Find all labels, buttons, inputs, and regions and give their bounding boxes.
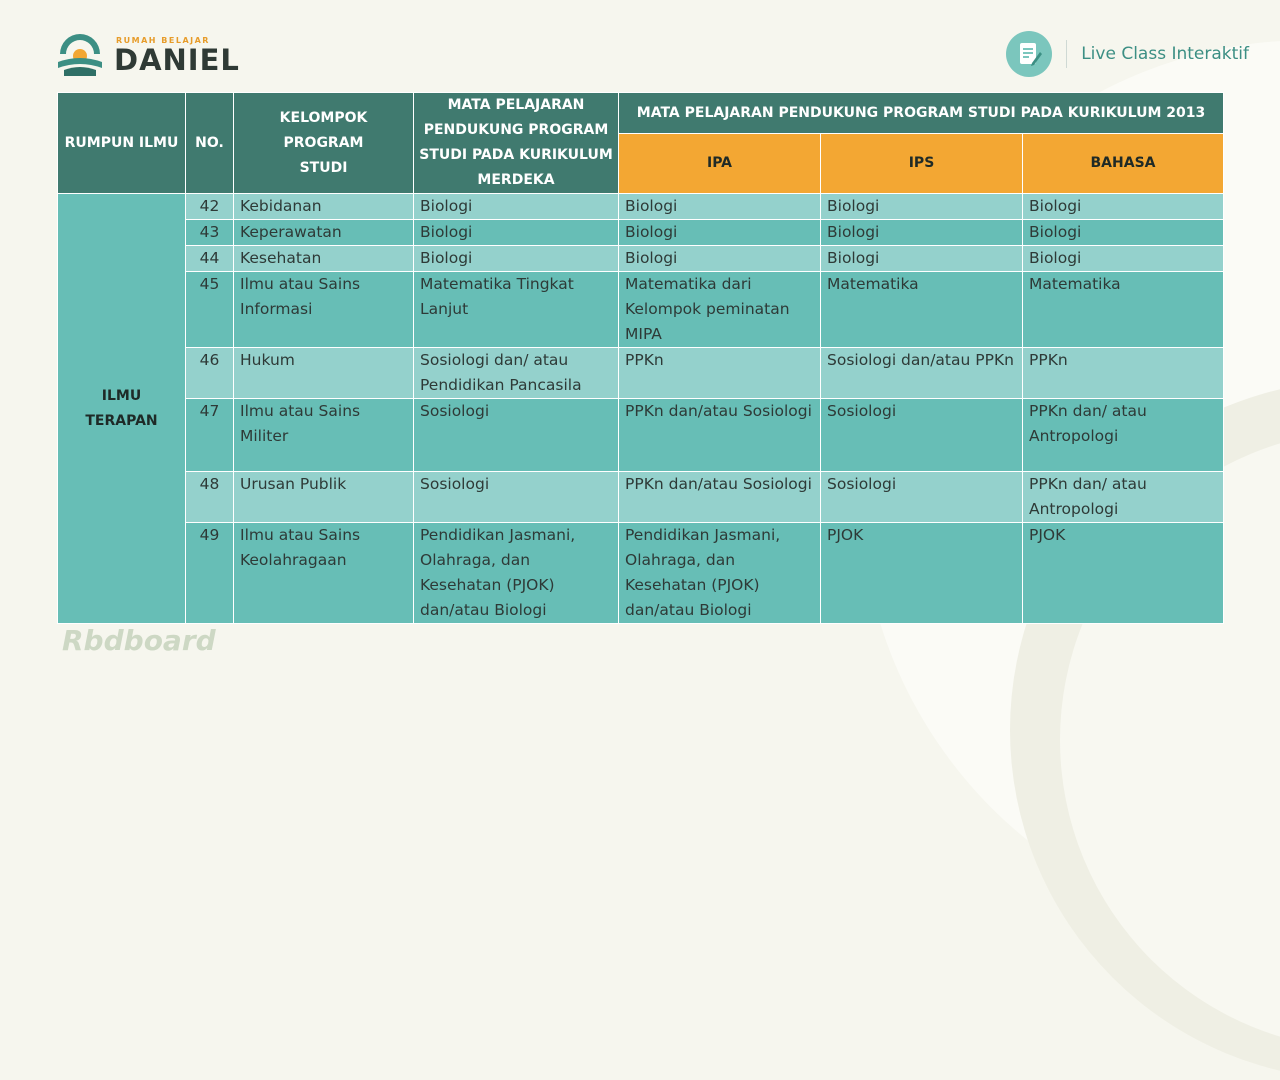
ipa-cell: PPKn	[619, 348, 821, 399]
ips-cell: Biologi	[821, 194, 1023, 220]
table-row	[58, 399, 1224, 472]
header-kurikulum-2013: MATA PELAJARAN PENDUKUNG PROGRAM STUDI PADA KURIKULUM 2013	[619, 93, 1224, 134]
live-class-badge	[1006, 31, 1249, 77]
merdeka-cell: Pendidikan Jasmani, Olahraga, dan Kesehatan (PJOK) dan/atau Biologi	[414, 523, 619, 624]
footer-watermark: Rbdboard	[62, 624, 216, 657]
table-row	[58, 246, 1224, 272]
merdeka-cell: Biologi	[414, 194, 619, 220]
header-ips: IPS	[821, 134, 1023, 194]
table-row	[58, 194, 1224, 220]
kelompok-cell: Keperawatan	[234, 220, 414, 246]
row-number: 46	[186, 348, 234, 399]
kelompok-cell: Ilmu atau Sains Keolahragaan	[234, 523, 414, 624]
kelompok-cell: Kesehatan	[234, 246, 414, 272]
table-row	[58, 523, 1224, 624]
rumpun-ilmu-cell: ILMU TERAPAN	[58, 194, 186, 624]
ipa-cell: PPKn dan/atau Sosiologi	[619, 472, 821, 523]
row-number: 49	[186, 523, 234, 624]
study-program-table	[57, 92, 1224, 624]
ipa-cell: Biologi	[619, 246, 821, 272]
bahasa-cell: Biologi	[1023, 194, 1224, 220]
bahasa-cell: PPKn dan/ atau Antropologi	[1023, 399, 1224, 472]
bahasa-cell: Matematika	[1023, 272, 1224, 348]
ipa-cell: Biologi	[619, 194, 821, 220]
merdeka-cell: Biologi	[414, 220, 619, 246]
merdeka-cell: Sosiologi	[414, 399, 619, 472]
notepad-pen-icon	[1006, 31, 1052, 77]
live-class-label: Live Class Interaktif	[1081, 44, 1249, 64]
header-rumpun-ilmu: RUMPUN ILMU	[58, 93, 186, 194]
row-number: 43	[186, 220, 234, 246]
row-number: 45	[186, 272, 234, 348]
header-kurikulum-merdeka: MATA PELAJARAN PENDUKUNG PROGRAM STUDI PADA KURIKULUM MERDEKA	[414, 93, 619, 194]
brand-tagline: RUMAH BELAJAR	[116, 35, 210, 45]
ipa-cell: Biologi	[619, 220, 821, 246]
table-row	[58, 220, 1224, 246]
ips-cell: Sosiologi	[821, 472, 1023, 523]
row-number: 48	[186, 472, 234, 523]
bahasa-cell: Biologi	[1023, 246, 1224, 272]
header-kelompok-program-studi: KELOMPOK PROGRAM STUDI	[234, 93, 414, 194]
table-row	[58, 348, 1224, 399]
ips-cell: Sosiologi	[821, 399, 1023, 472]
ips-cell: Biologi	[821, 220, 1023, 246]
ips-cell: Matematika	[821, 272, 1023, 348]
header-bahasa: BAHASA	[1023, 134, 1224, 194]
merdeka-cell: Sosiologi	[414, 472, 619, 523]
ips-cell: Biologi	[821, 246, 1023, 272]
bahasa-cell: PPKn	[1023, 348, 1224, 399]
kelompok-cell: Ilmu atau Sains Militer	[234, 399, 414, 472]
ips-cell: Sosiologi dan/atau PPKn	[821, 348, 1023, 399]
row-number: 44	[186, 246, 234, 272]
row-number: 42	[186, 194, 234, 220]
merdeka-cell: Matematika Tingkat Lanjut	[414, 272, 619, 348]
bahasa-cell: PPKn dan/ atau Antropologi	[1023, 472, 1224, 523]
row-number: 47	[186, 399, 234, 472]
ipa-cell: PPKn dan/atau Sosiologi	[619, 399, 821, 472]
brand-name: DANIEL	[114, 42, 240, 77]
house-sun-logo-icon	[56, 32, 104, 78]
table-row	[58, 472, 1224, 523]
bahasa-cell: PJOK	[1023, 523, 1224, 624]
kelompok-cell: Ilmu atau Sains Informasi	[234, 272, 414, 348]
ips-cell: PJOK	[821, 523, 1023, 624]
merdeka-cell: Sosiologi dan/ atau Pendidikan Pancasila	[414, 348, 619, 399]
kelompok-cell: Urusan Publik	[234, 472, 414, 523]
divider	[1066, 40, 1067, 68]
kelompok-cell: Kebidanan	[234, 194, 414, 220]
table-row	[58, 272, 1224, 348]
kelompok-cell: Hukum	[234, 348, 414, 399]
ipa-cell: Pendidikan Jasmani, Olahraga, dan Kesehatan (PJOK) dan/atau Biologi	[619, 523, 821, 624]
header-no: NO.	[186, 93, 234, 194]
ipa-cell: Matematika dari Kelompok peminatan MIPA	[619, 272, 821, 348]
merdeka-cell: Biologi	[414, 246, 619, 272]
bahasa-cell: Biologi	[1023, 220, 1224, 246]
header-ipa: IPA	[619, 134, 821, 194]
brand-logo	[56, 32, 240, 78]
